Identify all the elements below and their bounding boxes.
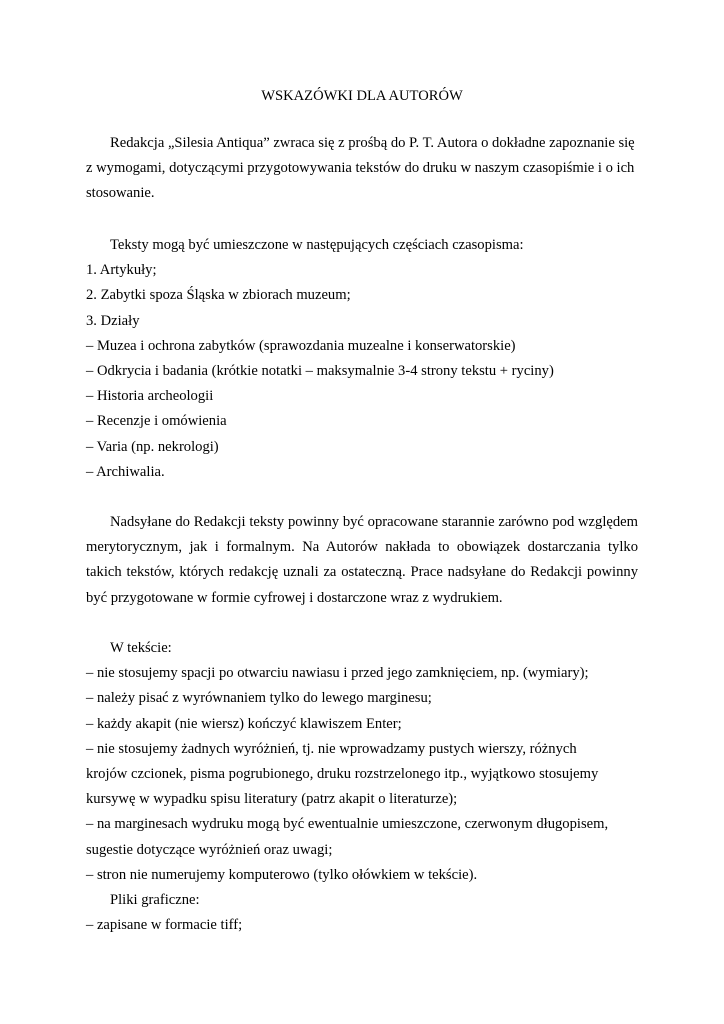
text-rule-item: sugestie dotyczące wyróżnień oraz uwagi; bbox=[86, 841, 333, 858]
intro-paragraph bbox=[86, 131, 638, 207]
section-item: – Odkrycia i badania (krótkie notatki – maksymalnie 3-4 strony tekstu + ryciny) bbox=[86, 362, 554, 379]
text-rule-item: – każdy akapit (nie wiersz) kończyć klawiszem Enter; bbox=[86, 715, 402, 732]
text-rules-heading: W tekście: bbox=[110, 640, 172, 656]
text-rules-block bbox=[86, 636, 638, 938]
text-rule-item: krojów czcionek, pisma pogrubionego, druku rozstrzelonego itp., wyjątkowo stosujemy bbox=[86, 765, 599, 782]
section-item: – Recenzje i omówienia bbox=[86, 413, 227, 430]
intro-line: stosowanie. bbox=[86, 185, 155, 202]
submission-line: Nadsyłane do Redakcji teksty powinny być opracowane starannie zarówno pod względem bbox=[110, 514, 638, 530]
sections-block bbox=[86, 233, 638, 485]
submission-line: takich tekstów, których redakcję uznali za ostateczną. Prace nadsyłane do Redakcji powinny bbox=[86, 564, 638, 581]
section-item: – Historia archeologii bbox=[86, 388, 214, 405]
intro-line: Redakcja „Silesia Antiqua” zwraca się z prośbą do P. T. Autora o dokładne zapoznanie się bbox=[110, 135, 635, 151]
text-rule-item: – nie stosujemy żadnych wyróżnień, tj. nie wprowadzamy pustych wierszy, różnych bbox=[86, 740, 577, 757]
graphics-rule-item: – zapisane w formacie tiff; bbox=[86, 917, 243, 934]
graphics-heading: Pliki graficzne: bbox=[110, 891, 200, 908]
text-rule-item: – na marginesach wydruku mogą być ewentualnie umieszczone, czerwonym długopisem, bbox=[86, 816, 609, 833]
section-item: 2. Zabytki spoza Śląska w zbiorach muzeum; bbox=[86, 287, 351, 304]
intro-line: z wymogami, dotyczącymi przygotowywania tekstów do druku w naszym czasopiśmie i o ich bbox=[86, 160, 635, 177]
text-rule-item: kursywę w wypadku spisu literatury (patrz akapit o literaturze); bbox=[86, 791, 458, 808]
section-item: – Varia (np. nekrologi) bbox=[86, 438, 219, 455]
text-rule-item: – należy pisać z wyrównaniem tylko do lewego marginesu; bbox=[86, 690, 432, 707]
section-item: – Archiwalia. bbox=[86, 463, 165, 480]
section-item: 3. Działy bbox=[86, 312, 140, 329]
section-item: 1. Artykuły; bbox=[86, 262, 157, 279]
submission-line: być przygotowane w formie cyfrowej i dostarczone wraz z wydrukiem. bbox=[86, 589, 503, 606]
section-item: – Muzea i ochrona zabytków (sprawozdania muzealne i konserwatorskie) bbox=[86, 337, 516, 354]
text-rule-item: – nie stosujemy spacji po otwarciu nawiasu i przed jego zamknięciem, np. (wymiary); bbox=[86, 665, 589, 682]
submission-line: merytorycznym, jak i formalnym. Na Autorów nakłada to obowiązek dostarczania tylko bbox=[86, 539, 638, 556]
text-rule-item: – stron nie numerujemy komputerowo (tylko ołówkiem w tekście). bbox=[86, 866, 478, 883]
sections-intro: Teksty mogą być umieszczone w następujących częściach czasopisma: bbox=[110, 237, 524, 253]
submission-paragraph bbox=[86, 510, 638, 611]
document-title: WSKAZÓWKI DLA AUTORÓW bbox=[261, 88, 463, 104]
